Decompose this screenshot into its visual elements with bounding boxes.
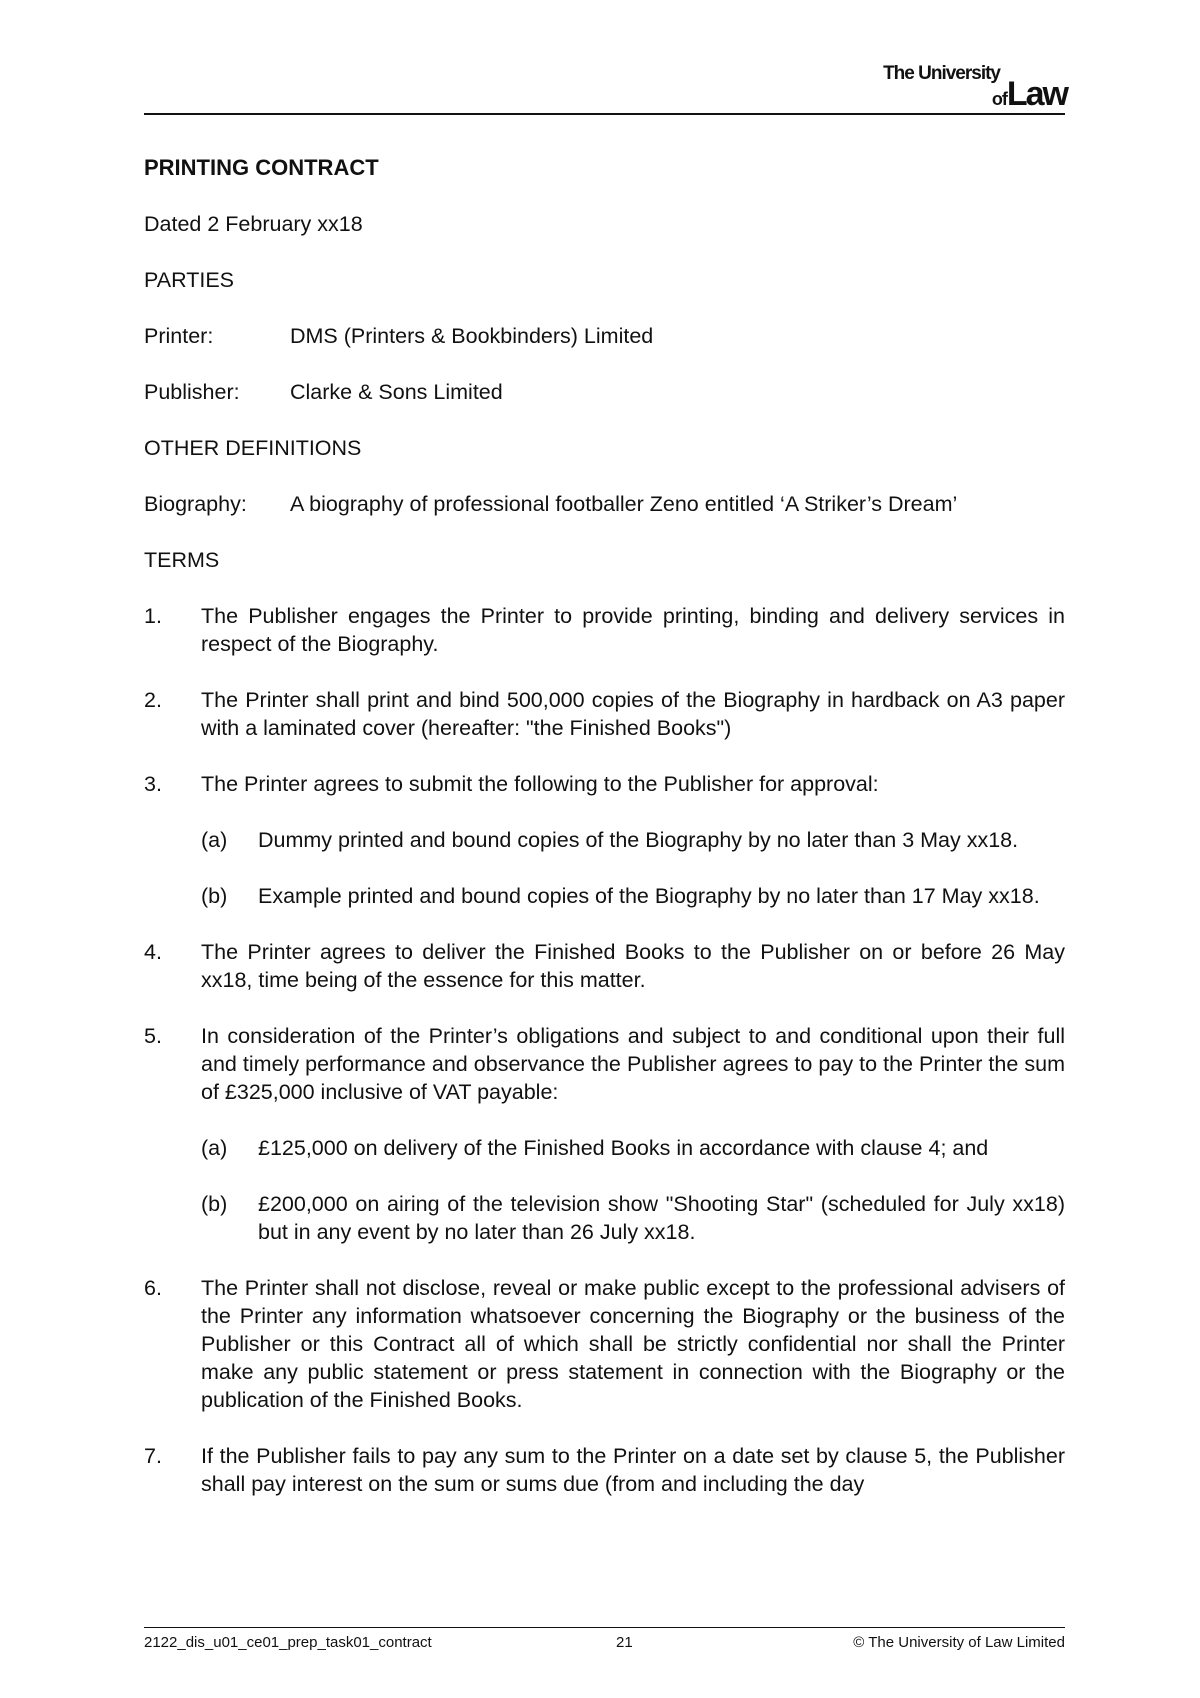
clause-body [201,602,1065,658]
party-value: DMS (Printers & Bookbinders) Limited [290,324,654,348]
sub-clause-label: (b) [201,884,228,908]
clause-body [201,1022,1065,1246]
definitions-list [144,490,1065,518]
definition-row [144,490,1065,518]
clause-body [201,1274,1065,1414]
sub-clause-text: Example printed and bound copies of the Biography by no later than 17 May xx18. [258,884,1040,908]
logo-line-1: The University [883,63,1000,84]
clause-text: The Publisher engages the Printer to provide printing, binding and delivery services in respect of the Biography. [201,604,1065,656]
sub-clause-text: £200,000 on airing of the television show "Shooting Star" (scheduled for July xx18) but in any event by no later than 26 July xx18. [258,1192,1065,1244]
sub-clause-label: (a) [201,1136,228,1160]
clause-text: If the Publisher fails to pay any sum to the Printer on a date set by clause 5, the Publisher shall pay interest on the sum or sums due (from and including the day [201,1444,1065,1496]
clause [144,686,1065,742]
logo-of: of [991,89,1007,109]
document-body [144,154,1065,1526]
clause [144,938,1065,994]
clause-number: 6. [144,1276,162,1300]
definition-term: Biography: [144,492,247,516]
footer-document-code: 2122_dis_u01_ce01_prep_task01_contract [144,1634,432,1651]
party-term: Printer: [144,324,214,348]
clause-number: 2. [144,688,162,712]
clause-text: The Printer agrees to submit the following to the Publisher for approval: [201,772,879,796]
clause-number: 1. [144,604,162,628]
definitions-heading: OTHER DEFINITIONS [144,436,362,460]
clauses-list [144,602,1065,1498]
sub-clause-label: (a) [201,828,228,852]
sub-clause-text: Dummy printed and bound copies of the Biography by no later than 3 May xx18. [258,828,1019,852]
sub-clause [201,1190,1065,1246]
clause-text: The Printer shall not disclose, reveal or make public except to the professional advisers of the Printer any information whatsoever concerning the Biography or the business of the Publisher or this Contract all of which shall be strictly confidential nor shall the Printer make any public statement or press statement in connection with the Biography or the publication of the Finished Books. [201,1276,1065,1412]
terms-heading: TERMS [144,548,220,572]
sub-clause [201,882,1065,910]
clause [144,1022,1065,1246]
parties-list [144,322,1065,406]
party-row [144,322,1065,350]
sub-clause-label: (b) [201,1192,228,1216]
clause [144,770,1065,910]
definition-value: A biography of professional footballer Zeno entitled ‘A Striker’s Dream’ [290,492,958,516]
document-title: PRINTING CONTRACT [144,155,379,180]
clause-body [201,938,1065,994]
clause [144,602,1065,658]
clause-number: 3. [144,772,162,796]
logo-law: Law [1006,75,1067,113]
clause-body [201,770,1065,910]
footer-rule [144,1627,1065,1628]
sub-clause-text: £125,000 on delivery of the Finished Books in accordance with clause 4; and [258,1136,989,1160]
page-number: 21 [616,1634,633,1651]
clause-body [201,1442,1065,1498]
header-rule [144,113,1065,115]
clause [144,1274,1065,1414]
party-row [144,378,1065,406]
clause-text: In consideration of the Printer’s obligations and subject to and conditional upon their full and timely performance and observance the Publisher agrees to pay to the Printer the sum of £325,000 inclusive of VAT payable: [201,1024,1065,1104]
university-logo [883,64,1067,111]
clause-number: 5. [144,1024,162,1048]
clause-number: 7. [144,1444,162,1468]
sub-clause [201,826,1065,854]
footer-copyright: © The University of Law Limited [853,1634,1065,1651]
clause-body [201,686,1065,742]
clause-text: The Printer shall print and bind 500,000 copies of the Biography in hardback on A3 paper with a laminated cover (hereafter: "the Finished Books") [201,688,1065,740]
party-term: Publisher: [144,380,240,404]
clause-number: 4. [144,940,162,964]
clause [144,1442,1065,1498]
sub-clause [201,1134,1065,1162]
clause-text: The Printer agrees to deliver the Finished Books to the Publisher on or before 26 May xx18, time being of the essence for this matter. [201,940,1065,992]
page-footer [144,1634,1065,1651]
party-value: Clarke & Sons Limited [290,380,503,404]
parties-heading: PARTIES [144,268,235,292]
dated-line: Dated 2 February xx18 [144,212,363,236]
